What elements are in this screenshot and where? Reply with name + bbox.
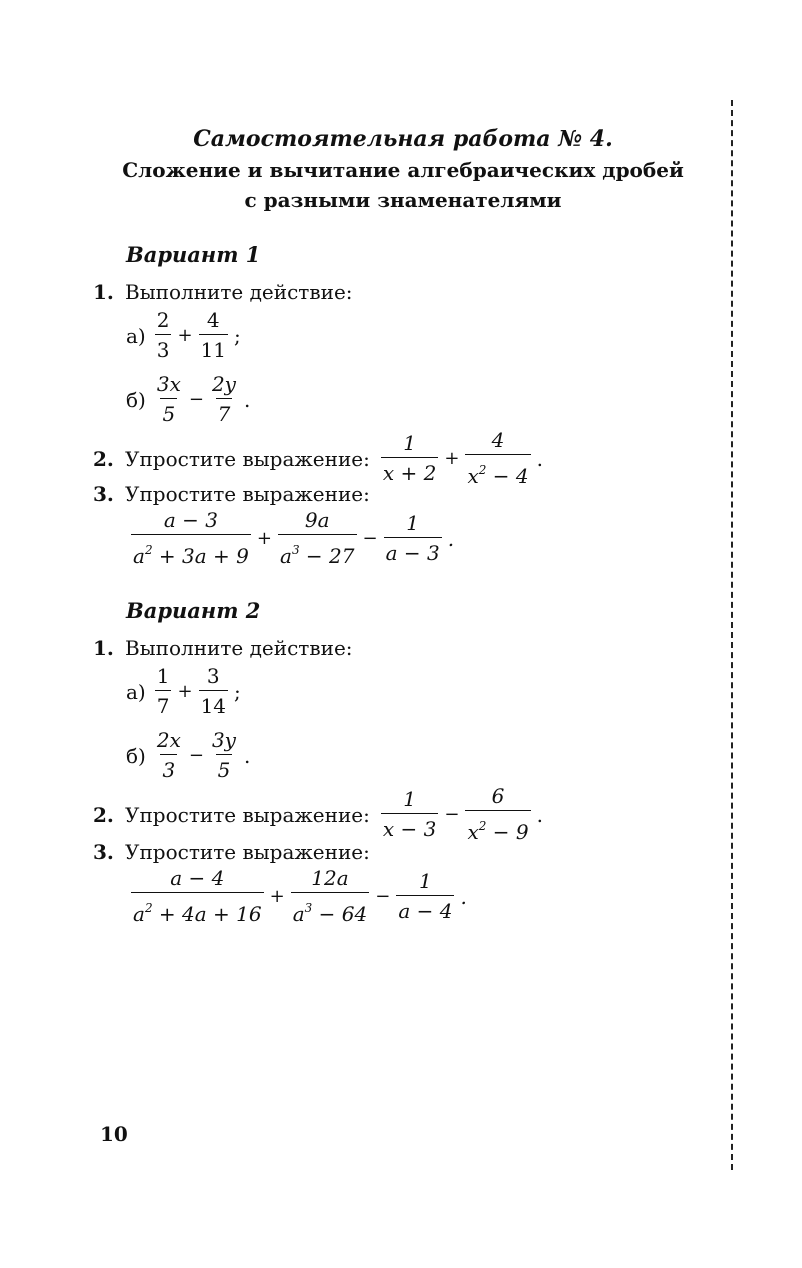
punctuation: .: [447, 526, 455, 551]
fraction: $\frac{1}{x - 3}$: [381, 785, 438, 844]
v1-task-3-expression: [128, 506, 454, 571]
v2-task-1b: [126, 726, 250, 785]
task-text: Упростите выражение:: [125, 840, 370, 864]
punctuation: .: [243, 743, 251, 768]
item-label: б): [126, 743, 146, 768]
task-text: Упростите выражение:: [125, 482, 370, 506]
operator: −: [188, 389, 204, 410]
operator: +: [177, 681, 193, 702]
fraction: $\frac{3x}{5}$: [155, 370, 183, 429]
v2-task-1: [93, 636, 353, 660]
fraction: $\frac{a - 3}{a^2 + 3a + 9}$: [131, 506, 251, 571]
fraction: $\frac{2}{3}$: [155, 306, 172, 365]
fraction: $\frac{1}{x + 2}$: [381, 429, 438, 488]
fraction: $\frac{1}{7}$: [155, 662, 172, 721]
item-label: а): [126, 679, 146, 704]
fraction: $\frac{3}{14}$: [199, 662, 228, 721]
v2-task-3: [93, 840, 370, 864]
work-title: Самостоятельная работа № 4.: [193, 126, 613, 152]
v1-task-1b: [126, 370, 250, 429]
variant-2-heading: Вариант 2: [126, 598, 261, 623]
task-number: 2.: [93, 802, 114, 827]
task-number: 1.: [93, 636, 114, 660]
operator: −: [362, 528, 378, 549]
task-text: Упростите выражение:: [125, 802, 370, 827]
fraction: $\frac{9a}{a^3 - 27}$: [278, 506, 357, 571]
fraction: $\frac{a - 4}{a^2 + 4a + 16}$: [131, 864, 264, 929]
operator: +: [269, 886, 285, 907]
task-number: 3.: [93, 482, 114, 506]
fraction: $\frac{1}{a - 4}$: [396, 867, 454, 926]
task-number: 3.: [93, 840, 114, 864]
v2-task-1a: [126, 662, 241, 721]
task-text: Выполните действие:: [125, 280, 353, 304]
punctuation: .: [536, 446, 543, 471]
fraction: $\frac{6}{x^2 - 9}$: [465, 782, 530, 847]
task-text: Выполните действие:: [125, 636, 353, 660]
operator: +: [177, 325, 193, 346]
fraction: $\frac{2y}{7}$: [210, 370, 238, 429]
page-number: 10: [100, 1122, 128, 1146]
punctuation: .: [460, 884, 467, 909]
operator: +: [256, 528, 272, 549]
topic-line-1: Сложение и вычитание алгебраических дробей: [122, 158, 684, 182]
operator: +: [444, 448, 460, 469]
v1-task-1a: [126, 306, 241, 365]
fraction: $\frac{1}{a - 3}$: [384, 509, 442, 568]
task-text: Упростите выражение:: [125, 446, 370, 471]
punctuation: ;: [234, 323, 241, 348]
item-label: а): [126, 323, 146, 348]
variant-1-heading: Вариант 1: [126, 242, 261, 267]
v1-task-3: [93, 482, 370, 506]
operator: −: [188, 745, 204, 766]
fraction: $\frac{4}{x^2 - 4}$: [465, 426, 530, 491]
operator: −: [444, 804, 460, 825]
title-block: [100, 123, 706, 215]
cut-line: [731, 100, 733, 1170]
fraction: $\frac{4}{11}$: [199, 306, 228, 365]
punctuation: .: [536, 802, 543, 827]
task-number: 1.: [93, 280, 114, 304]
punctuation: ;: [234, 679, 241, 704]
fraction: $\frac{3y}{5}$: [210, 726, 238, 785]
item-label: б): [126, 387, 146, 412]
topic-line-2: с разными знаменателями: [244, 188, 562, 212]
fraction: $\frac{2x}{3}$: [155, 726, 183, 785]
v1-task-1: [93, 280, 353, 304]
fraction: $\frac{12a}{a^3 - 64}$: [291, 864, 370, 929]
operator: −: [375, 886, 391, 907]
v2-task-2: [93, 782, 543, 847]
task-number: 2.: [93, 446, 114, 471]
punctuation: .: [243, 387, 251, 412]
v2-task-3-expression: [128, 864, 467, 929]
